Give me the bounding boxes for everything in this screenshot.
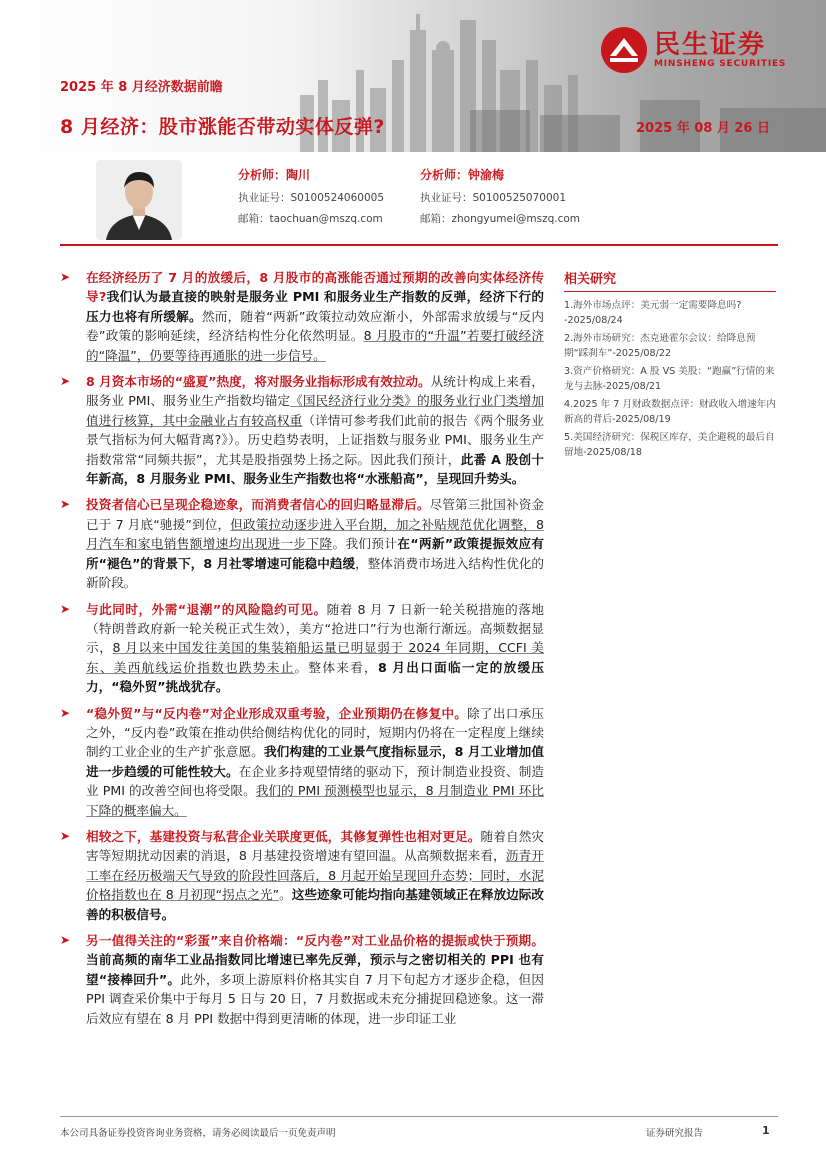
- paragraph-text-run: 投资者信心已呈现企稳迹象，而消费者信心的回归略显滞后。: [86, 497, 430, 513]
- paragraph-text-run: 从统计构成上来看，服务业 PMI、服务业生产指数均锚定: [86, 374, 545, 409]
- paragraph-text-run: 。我们预计: [332, 536, 398, 552]
- report-date: 2025 年 08 月 26 日: [636, 121, 770, 136]
- report-summary: [60, 268, 544, 1035]
- company-logo: [600, 26, 786, 74]
- paragraph-text-run: 相较之下，基建投资与私营企业关联度更低，其修复弹性也相对更足。: [86, 828, 481, 844]
- bullet-arrow-icon: ➤: [60, 705, 71, 720]
- paragraph-text-run: 8 月资本市场的“盛夏”热度，将对服务业指标形成有效拉动。: [86, 374, 431, 390]
- paragraph-text-run: 。: [279, 887, 292, 903]
- logo-english-name: MINSHENG SECURITIES: [654, 59, 787, 69]
- bullet-arrow-icon: ➤: [60, 270, 71, 284]
- paragraph-text-run: 除了出口承压之外，“反内卷”政策在推动供给侧结构优化的同时，短期内仍将在一定程度上继续制约工业企业的生产扩张意愿。: [86, 705, 545, 760]
- analyst-2-cert: 执业证号：S0100525070001: [420, 192, 567, 204]
- footer-disclaimer: 本公司具备证券投资咨询业务资格，请务必阅读最后一页免责声明: [60, 1128, 336, 1139]
- summary-paragraph: [60, 931, 544, 1028]
- paragraph-text-run: 我们认为最直接的映射是服务业 PMI 和服务业生产指数的反弹，经济下行的压力也将有所缓解。: [86, 289, 545, 324]
- paragraph-text-run: 8 月出口面临一定的放缓压力，“稳外贸”挑战犹存。: [86, 659, 545, 695]
- analyst-2-name: 分析师：钟渝梅: [420, 168, 505, 182]
- analyst-1-cert: 执业证号：S0100524060005: [238, 192, 385, 204]
- bullet-arrow-icon: ➤: [60, 933, 71, 947]
- bullet-arrow-icon: ➤: [60, 601, 71, 616]
- paragraph-text-run: 当前高频的南华工业品指数同比增速已率先反弹，预示与之密切相关的 PPI 也有望“接棒回升”。: [86, 952, 544, 987]
- paragraph-text-run: 随着 8 月 7 日新一轮关税措施的落地（特朗普政府新一轮关税正式生效），美方“抢进口”行为也渐行渐远。高频数据显示，: [86, 601, 544, 656]
- paragraph-text-run: 随着自然灾害等短期扰动因素的消退，8 月基建投资增速有望回温。从高频数据来看，: [86, 828, 545, 864]
- footer-divider: [60, 1116, 778, 1117]
- logo-chinese-name: 民生证券: [654, 30, 767, 60]
- paragraph-text-run: 此番 A 股创十年新高，8 月服务业 PMI、服务业生产指数也将“水涨船高”，呈现回升势头。: [86, 451, 544, 487]
- analyst-1: [238, 166, 384, 232]
- paragraph-text-run: 我们构建的工业景气度指标显示，8 月工业增加值进一步趋缓的可能性较大。: [86, 744, 544, 779]
- paragraph-text-run: 。整体来看，: [294, 659, 378, 675]
- summary-paragraph: [60, 495, 544, 592]
- summary-paragraph: [60, 600, 544, 697]
- analyst-2-email: 邮箱：zhongyumei@mszq.com: [420, 213, 581, 225]
- paragraph-text-run: 8 月以来中国发往美国的集装箱船运量已明显弱于 2024 年同期，CCFI 美东、美西航线运价指数也跌势未止: [86, 640, 545, 675]
- paragraph-text-run: 但政策拉动逐步进入平台期，加之补贴规范优化调整，8 月汽车和家电销售额增速均出现进一步下降: [86, 516, 544, 552]
- paragraph-text-run: 我们的 PMI 预测模型也显示，8 月制造业 PMI 环比下降的概率偏大。: [86, 783, 544, 818]
- paragraph-text-run: 与此同时，外需“退潮”的风险隐约可见。: [86, 601, 327, 617]
- analyst-2: [420, 166, 580, 232]
- paragraph-text-run: 《国民经济行业分类》的服务业行业门类增加值进行核算，其中金融业占有较高权重: [86, 393, 544, 428]
- sidebar-divider: [564, 291, 776, 292]
- paragraph-text-run: 尽管第三批国补资金已于 7 月底“驰援”到位，: [86, 497, 545, 532]
- summary-paragraph: [60, 704, 544, 820]
- report-series: 2025 年 8 月经济数据前瞻: [60, 80, 223, 95]
- paragraph-text-run: 沥青开工率在经历极端天气导致的阶段性回落后，8 月起开始呈现回升态势；同时，水泥价格指数也在 8 月初现“拐点之光”: [86, 848, 544, 903]
- minsheng-logo-icon: [600, 26, 648, 74]
- paragraph-text-run: 这些迹象可能均指向基建领域正在释放边际改善的积极信号。: [86, 887, 545, 922]
- analyst-1-name: 分析师：陶川: [238, 168, 311, 182]
- sidebar-title: 相关研究: [564, 272, 617, 287]
- analyst-1-email: 邮箱：taochuan@mszq.com: [238, 213, 383, 225]
- paragraph-text-run: 在经济经历了 7 月的放缓后，8 月股市的高涨能否通过预期的改善向实体经济传导?: [86, 270, 544, 305]
- paragraph-text-run: ，整体消费市场进入结构性优化的新阶段。: [86, 555, 545, 591]
- summary-paragraph: [60, 372, 544, 488]
- related-research-item[interactable]: 3.资产价格研究：A 股 VS 美股：“跑赢”行情的来龙与去脉-2025/08/21: [564, 366, 775, 392]
- paragraph-text-run: “稳外贸”与“反内卷”对企业形成双重考验，企业预期仍在修复中。: [86, 705, 468, 721]
- paragraph-text-run: 然而，随着“两新”政策拉动效应渐小，外部需求放缓与“反内卷”政策的影响延续，经济结构性分化依然明显。: [86, 308, 544, 344]
- analyst-portrait-image: [96, 160, 182, 240]
- analyst-photo: [96, 160, 182, 240]
- footer-report-type: 证券研究报告: [646, 1128, 704, 1139]
- related-research-list: [564, 298, 776, 460]
- bullet-arrow-icon: ➤: [60, 497, 71, 512]
- bullet-arrow-icon: ➤: [60, 374, 71, 389]
- paragraph-text-run: （详情可参考我们此前的报告《两个服务业景气指标为何大幅背离?》）。历史趋势表明，上证指数与服务业 PMI、服务业生产指数常常“同频共振”，尤其是股指强势上扬之际。因此我们预计，: [86, 412, 545, 467]
- related-research-item[interactable]: 1.海外市场点评：美元弱一定需要降息吗?-2025/08/24: [564, 300, 742, 326]
- paragraph-text-run: 此外，多项上游原料价格其实自 7 月下旬起方才逐步企稳，但因 PPI 调查采价集中于每月 5 日与 20 日，7 月数据或未充分捕捉回稳迹象。这一滞后效应有望在 8 月 PPI 数据中得到更清晰的体现，进一步印证工业: [86, 971, 544, 1026]
- report-title: 8 月经济：股市涨能否带动实体反弹?: [60, 116, 385, 138]
- summary-paragraph: [60, 268, 544, 365]
- header-banner: [0, 0, 826, 152]
- related-research-sidebar: [564, 268, 776, 463]
- paragraph-text-run: 在“两新”政策提振效应有所“褪色”的背景下，8 月社零增速可能稳中趋缓: [86, 536, 545, 571]
- page-number: 1: [762, 1124, 770, 1137]
- analyst-divider: [60, 244, 778, 246]
- related-research-item[interactable]: 2.海外市场研究：杰克逊霍尔会议：给降息预期“踩刹车”-2025/08/22: [564, 333, 756, 359]
- paragraph-text-run: 另一值得关注的“彩蛋”来自价格端：“反内卷”对工业品价格的提振或快于预期。: [86, 933, 544, 948]
- bullet-arrow-icon: ➤: [60, 828, 71, 843]
- related-research-item[interactable]: 4.2025 年 7 月财政数据点评：财政收入增速年内新高的背后-2025/08/19: [564, 399, 776, 425]
- paragraph-text-run: 在企业多持观望情绪的驱动下，预计制造业投资、制造业 PMI 的改善空间也将受限。: [86, 763, 545, 799]
- paragraph-text-run: 8 月股市的“升温”若要打破经济的“降温”，仍要等待再通胀的进一步信号。: [86, 328, 544, 363]
- related-research-item[interactable]: 5.美国经济研究：保税区库存，美企避税的最后自留地-2025/08/18: [564, 432, 775, 458]
- summary-paragraph: [60, 827, 544, 924]
